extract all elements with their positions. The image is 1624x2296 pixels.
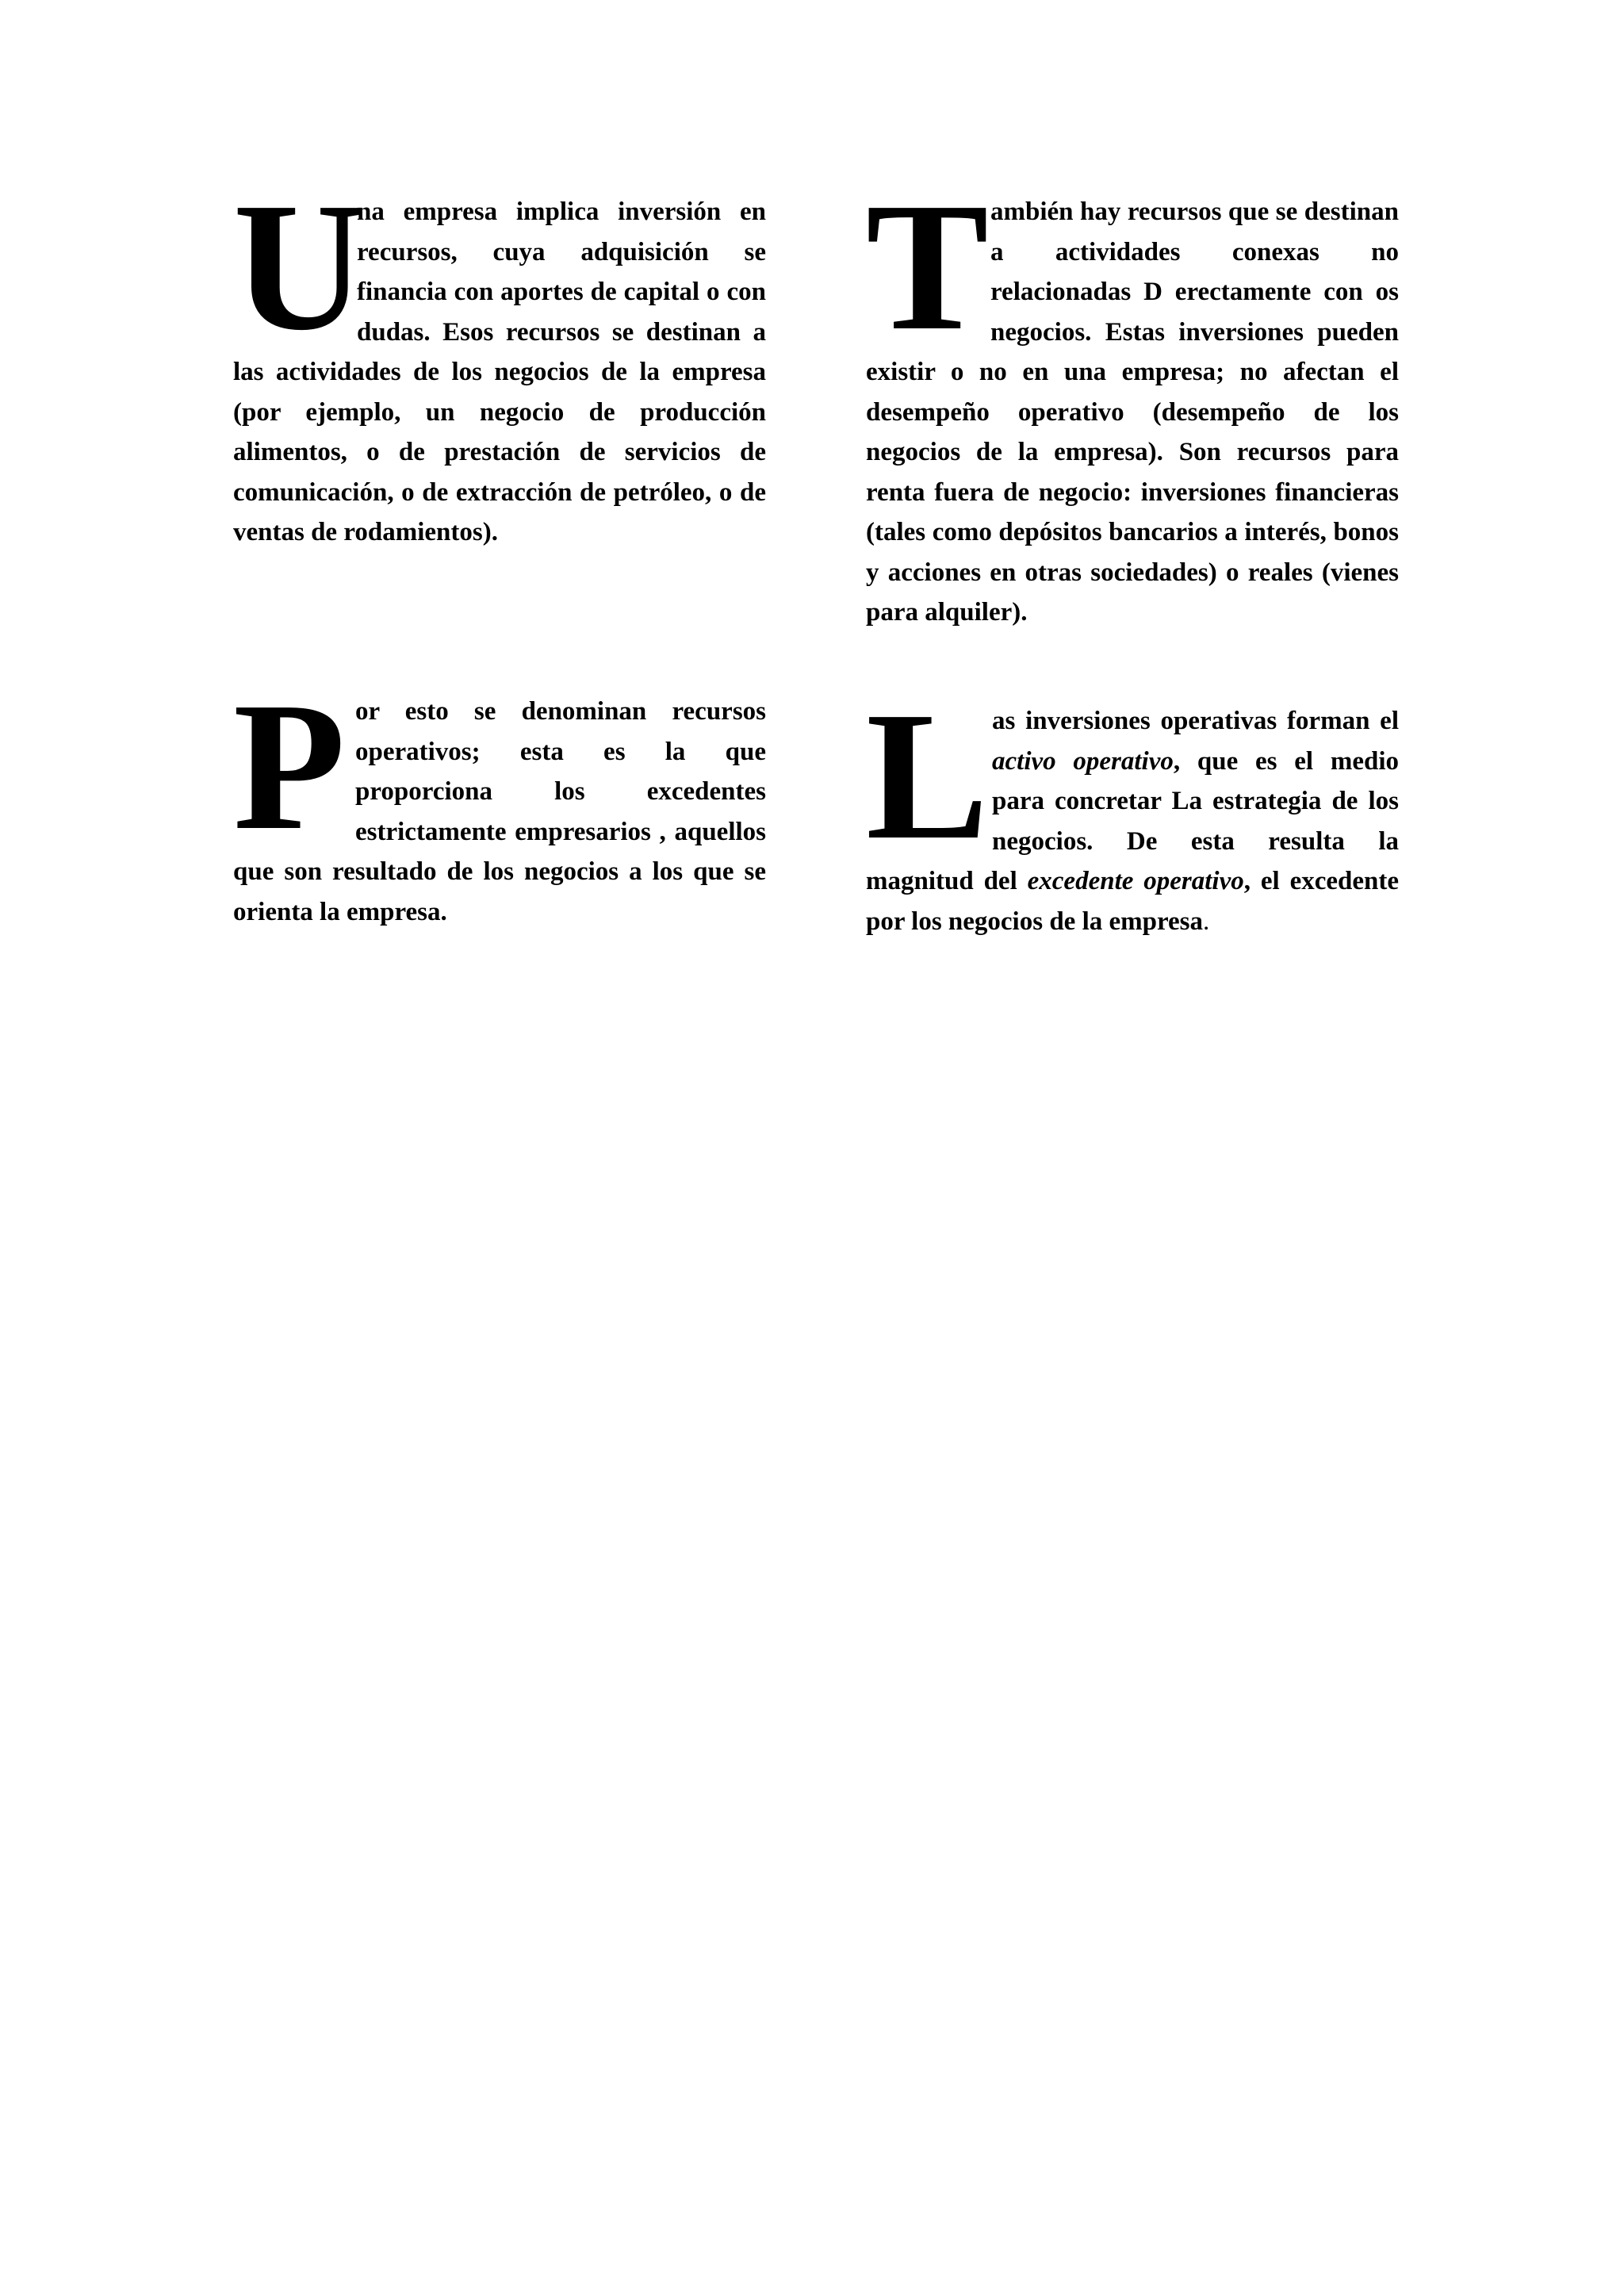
paragraph-text: ambién hay recursos que se destinan a actividades conexas no relacionadas D erectamente con os negocios. Estas inversiones pueden existir o no en una empresa; no afectan el desempeño operativo (desempeño de los negocios de la empresa). Son recursos para renta fuera de negocio: inversiones financieras (tales como depósitos bancarios a interés, bonos y acciones en otras sociedades) o reales (vienes para alquiler).	[866, 197, 1399, 627]
paragraph-text: , que es el medio para concretar La estrategia de los negocios. De esta resulta la magnitud del	[866, 746, 1399, 895]
paragraph-text: as inversiones operativas forman el	[992, 707, 1399, 735]
emphasis-term: excedente operativo	[1027, 867, 1244, 895]
paragraph-text: na empresa implica inversión en recursos, cuya adquisición se financia con aportes de capital o con dudas. Esos recursos se destinan a las actividades de los negocios de la empresa (por ejemplo, un negocio de producción alimentos, o de prestación de servicios de comunicación, o de extracción de petróleo, o de ventas de rodamientos).	[233, 197, 766, 546]
drop-cap-letter: P	[233, 665, 346, 868]
drop-cap-letter: T	[866, 165, 989, 369]
emphasis-term: activo operativo	[992, 746, 1174, 776]
closing-period: .	[1203, 907, 1210, 936]
paragraph-recursos-operativos	[233, 665, 766, 932]
paragraph-text: , el excedente por los negocios de la empresa	[866, 867, 1400, 936]
paragraph-recursos-conexos	[866, 165, 1399, 633]
paragraph-inversion	[233, 165, 766, 553]
drop-cap-letter: L	[866, 674, 989, 878]
paragraph-text: or esto se denominan recursos operativos; esta es la que proporciona los excedentes estrictamente empresarios , aquellos que son resultado de los negocios a los que se orienta la empresa.	[233, 697, 766, 926]
drop-cap-letter: U	[233, 165, 366, 369]
paragraph-activo-operativo	[866, 674, 1400, 941]
